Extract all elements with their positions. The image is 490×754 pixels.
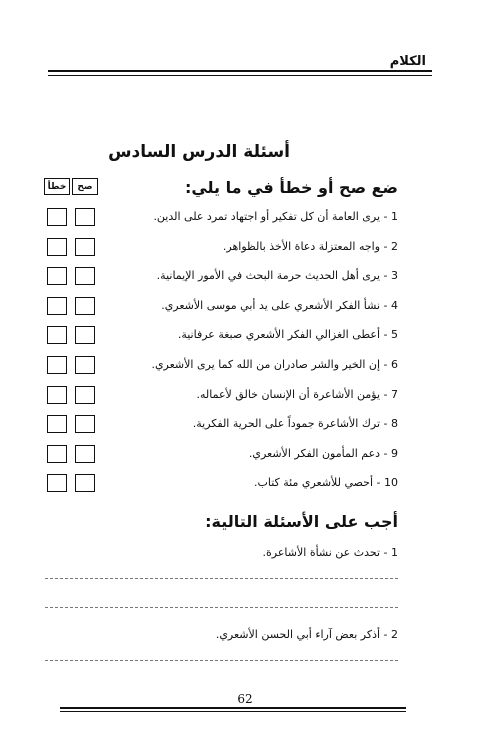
- false-checkbox[interactable]: [47, 415, 67, 433]
- true-checkbox[interactable]: [75, 267, 95, 285]
- tf-question: 1 - يرى العامة أن كل تفكير أو اجتهاد تمرد على الدين.: [153, 210, 398, 223]
- tf-question: 8 - ترك الأشاعرة جموداً على الحرية الفكرية.: [192, 417, 398, 430]
- tf-question: 6 - إن الخير والشر صادران من الله كما يرى الأشعري.: [151, 358, 398, 371]
- header-rule-thin: [48, 75, 432, 76]
- footer-rule-thin: [60, 711, 406, 712]
- false-checkbox[interactable]: [47, 297, 67, 315]
- true-checkbox[interactable]: [75, 208, 95, 226]
- column-header-false: خطأ: [44, 178, 70, 195]
- true-checkbox[interactable]: [75, 238, 95, 256]
- header-rule-thick: [48, 70, 432, 72]
- true-checkbox[interactable]: [75, 356, 95, 374]
- running-header-title: الكلام: [389, 54, 426, 69]
- answer-line: [45, 607, 398, 608]
- tf-question: 5 - أعطى الغزالي الفكر الأشعري صبغة عرفانية.: [177, 328, 398, 341]
- false-checkbox[interactable]: [47, 474, 67, 492]
- footer-rule-thick: [60, 707, 406, 709]
- true-checkbox[interactable]: [75, 386, 95, 404]
- true-checkbox[interactable]: [75, 474, 95, 492]
- true-checkbox[interactable]: [75, 326, 95, 344]
- tf-question: 10 - أحصي للأشعري مئة كتاب.: [253, 476, 398, 489]
- part2-heading: أجب على الأسئلة التالية:: [205, 512, 398, 531]
- answer-line: [45, 660, 398, 661]
- essay-question: 1 - تحدث عن نشأة الأشاعرة.: [262, 546, 398, 559]
- tf-question: 4 - نشأ الفكر الأشعري على يد أبي موسى الأشعري.: [161, 299, 398, 312]
- false-checkbox[interactable]: [47, 386, 67, 404]
- true-checkbox[interactable]: [75, 415, 95, 433]
- true-checkbox[interactable]: [75, 445, 95, 463]
- false-checkbox[interactable]: [47, 238, 67, 256]
- false-checkbox[interactable]: [47, 445, 67, 463]
- part1-heading: ضع صح أو خطأ في ما يلي:: [184, 178, 398, 197]
- true-checkbox[interactable]: [75, 297, 95, 315]
- tf-question: 7 - يؤمن الأشاعرة أن الإنسان خالق لأعماله.: [196, 388, 398, 401]
- false-checkbox[interactable]: [47, 326, 67, 344]
- false-checkbox[interactable]: [47, 267, 67, 285]
- false-checkbox[interactable]: [47, 356, 67, 374]
- page-number: 62: [237, 692, 253, 706]
- answer-line: [45, 578, 398, 579]
- column-header-true: صح: [72, 178, 98, 195]
- tf-question: 9 - دعم المأمون الفكر الأشعري.: [248, 447, 398, 460]
- tf-question: 2 - واجه المعتزلة دعاة الأخذ بالظواهر.: [222, 240, 398, 253]
- false-checkbox[interactable]: [47, 208, 67, 226]
- lesson-title: أسئلة الدرس السادس: [108, 142, 290, 162]
- tf-question: 3 - يرى أهل الحديث حرمة البحث في الأمور الإيمانية.: [156, 269, 398, 282]
- essay-question: 2 - أذكر بعض آراء أبي الحسن الأشعري.: [215, 628, 398, 641]
